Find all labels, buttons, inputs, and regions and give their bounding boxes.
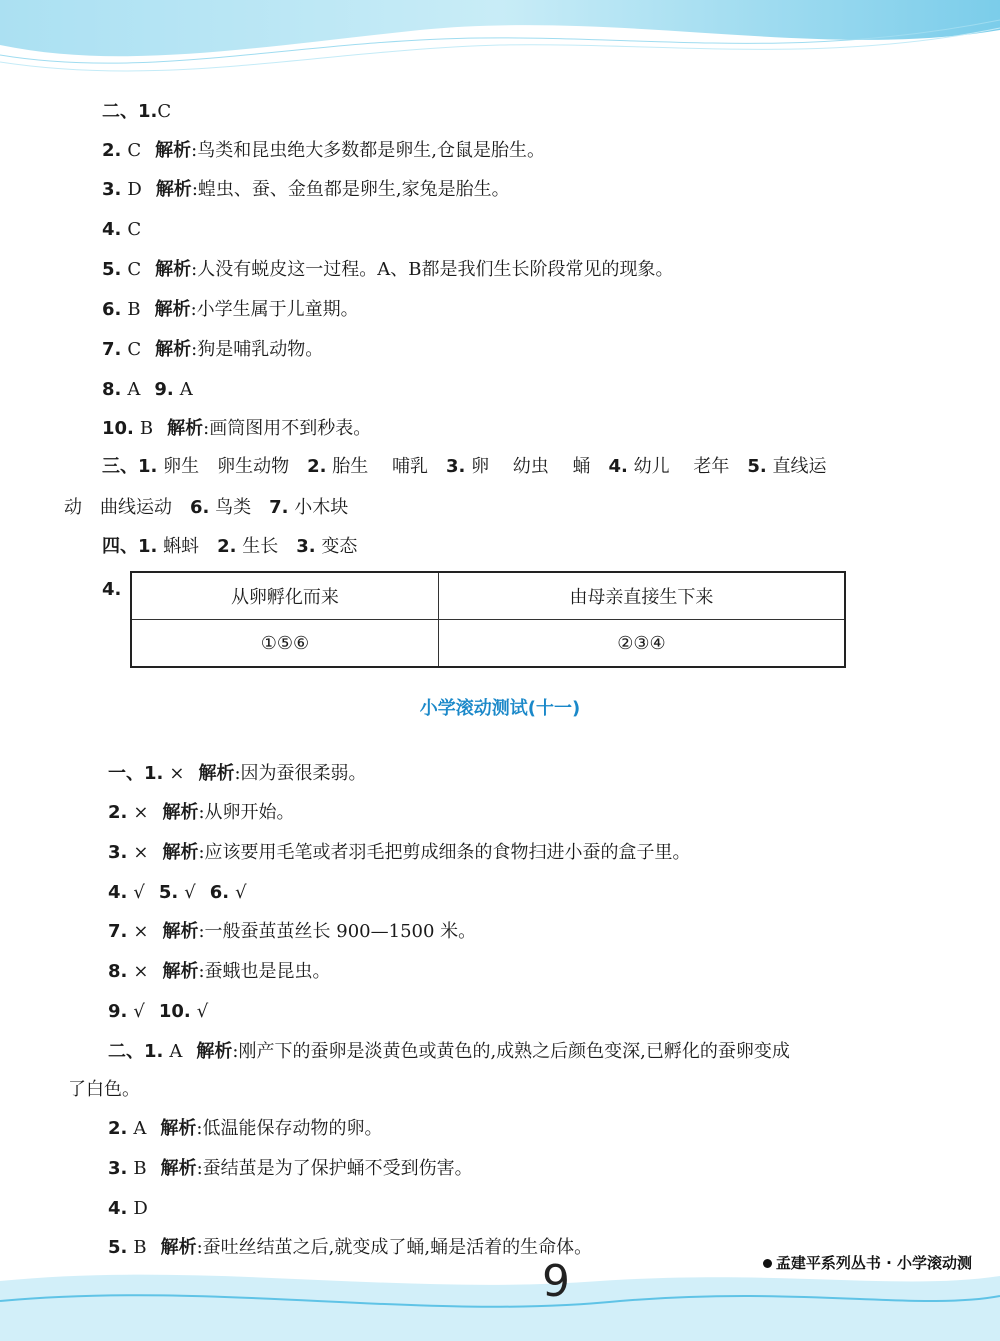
s11-p1-item-3: 3. × 解析:应该要用毛笔或者羽毛把剪成细条的食物扫进小蚕的盒子里。 <box>108 842 691 863</box>
p3-line-2: 动 曲线运动 6. 鸟类 7. 小木块 <box>64 497 349 518</box>
footer-series-label: 孟建平系列丛书 · 小学滚动测 <box>775 1254 972 1272</box>
table-header-row <box>131 572 845 620</box>
p2-item-3: 3. D 解析:蝗虫、蚕、金鱼都是卵生,家兔是胎生。 <box>102 179 510 200</box>
p2-item-5: 5. C 解析:人没有蜕皮这一过程。A、B都是我们生长阶段常见的现象。 <box>102 259 674 280</box>
s11-p2-item-1-cont: 了白色。 <box>68 1079 140 1100</box>
s11-p1-item-4-6: 4. √ 5. √ 6. √ <box>108 882 247 903</box>
s11-p2-item-2: 2. A 解析:低温能保存动物的卵。 <box>108 1118 383 1139</box>
top-wave-decoration <box>0 0 1000 90</box>
p2-item-8-9: 8. A 9. A <box>102 379 193 400</box>
s11-p1-item-1: 一、1. × 解析:因为蚕很柔弱。 <box>108 763 367 784</box>
table-header-cell: 由母亲直接生下来 <box>438 572 845 620</box>
s11-p1-item-8: 8. × 解析:蚕蛾也是昆虫。 <box>108 961 331 982</box>
p2-item-6: 6. B 解析:小学生属于儿童期。 <box>102 299 359 320</box>
s11-p2-item-3: 3. B 解析:蚕结茧是为了保护蛹不受到伤害。 <box>108 1158 473 1179</box>
table-header-cell: 从卵孵化而来 <box>131 572 438 620</box>
s11-p1-item-7: 7. × 解析:一般蚕茧茧丝长 900—1500 米。 <box>108 921 477 942</box>
bullet-icon <box>763 1259 772 1268</box>
s11-p2-item-1: 二、1. A 解析:刚产下的蚕卵是淡黄色或黄色的,成熟之后颜色变深,已孵化的蚕卵变成 <box>108 1041 790 1062</box>
p4-line-1: 四、1. 蝌蚪 2. 生长 3. 变态 <box>102 536 358 557</box>
p2-item-7: 7. C 解析:狗是哺乳动物。 <box>102 339 324 360</box>
table-cell: ①⑤⑥ <box>131 620 438 668</box>
page-number: 9 <box>542 1256 570 1307</box>
p4-table-num: 4. <box>102 579 122 600</box>
table-row <box>131 620 845 668</box>
footer-series <box>763 1252 972 1273</box>
s11-p1-item-2: 2. × 解析:从卵开始。 <box>108 802 295 823</box>
p2-item-1: 二、1.C <box>102 101 172 122</box>
table-cell: ②③④ <box>438 620 845 668</box>
p2-item-4: 4. C <box>102 219 142 240</box>
s11-p2-item-5: 5. B 解析:蚕吐丝结茧之后,就变成了蛹,蛹是活着的生命体。 <box>108 1237 593 1258</box>
p2-item-2: 2. C 解析:鸟类和昆虫绝大多数都是卵生,仓鼠是胎生。 <box>102 140 545 161</box>
p2-item-10: 10. B 解析:画筒图用不到秒表。 <box>102 418 372 439</box>
p3-line-1: 三、1. 卵生 卵生动物 2. 胎生 哺乳 3. 卵 幼虫 蛹 4. 幼儿 老年 5. 直线运 <box>102 456 827 477</box>
s11-p1-item-9-10: 9. √ 10. √ <box>108 1001 209 1022</box>
section-title: 小学滚动测试(十一) <box>419 698 581 719</box>
classification-table <box>130 571 846 668</box>
s11-p2-item-4: 4. D <box>108 1198 148 1219</box>
